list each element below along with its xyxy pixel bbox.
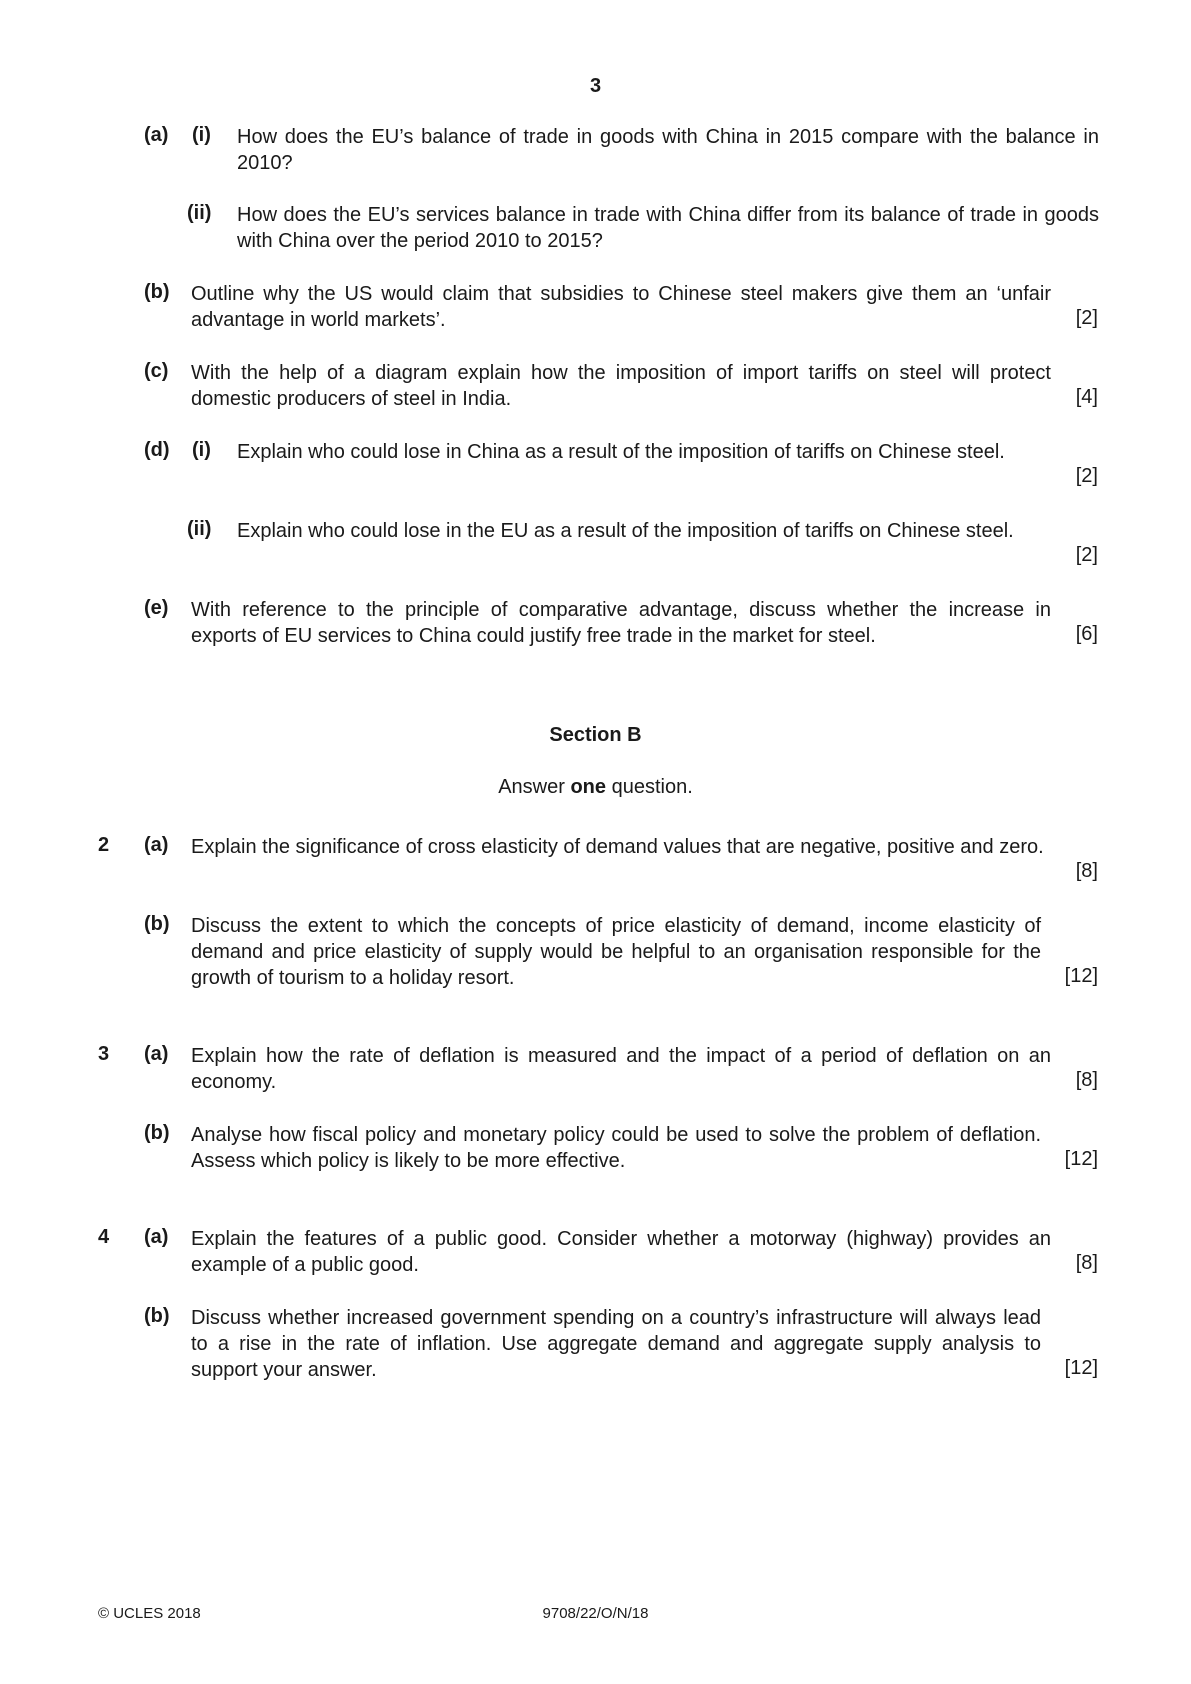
q3b-text: Analyse how fiscal policy and monetary policy could be used to solve the problem of deflation. Assess which policy is likely to be more effective. [191,1124,1041,1172]
q1a-label: (a) [144,124,169,146]
q1c-text: With the help of a diagram explain how the imposition of import tariffs on steel will protect domestic producers of steel in India. [191,362,1051,410]
q1d-i-label: (i) [192,439,211,461]
section-instruction [0,776,1191,799]
q4a-text: Explain the features of a public good. Consider whether a motorway (highway) provides an example of a public good. [191,1228,1051,1276]
instruction-bold: one [570,776,607,798]
q2b-block [191,913,1087,991]
q1a-ii-text: How does the EU’s services balance in trade with China differ from its balance of trade in goods with China over the period 2010 to 2015? [237,204,1099,252]
q2a-block [191,834,1087,860]
q2b-marks: [12] [1064,965,1098,987]
q3b-label: (b) [144,1122,170,1144]
q1e-text: With reference to the principle of comparative advantage, discuss whether the increase in exports of EU services to China could justify free trade in the market for steel. [191,599,1051,647]
q1b-block [191,281,1087,333]
q3a-text: Explain how the rate of deflation is measured and the impact of a period of deflation on an economy. [191,1045,1051,1093]
q2-number: 2 [98,834,110,856]
q4-number: 4 [98,1226,110,1248]
instruction-after: question. [606,776,693,798]
q1c-block [191,360,1087,412]
q2a-text: Explain the significance of cross elasticity of demand values that are negative, positive and zero. [191,836,1044,858]
q1a-ii-label: (ii) [187,202,212,224]
q4a-label: (a) [144,1226,169,1248]
q1e-block [191,597,1087,649]
footer-paper-code: 9708/22/O/N/18 [542,1605,649,1622]
q2a-marks: [8] [1075,860,1098,882]
q3b-marks: [12] [1064,1148,1098,1170]
page-number: 3 [589,75,602,97]
q3b-block [191,1122,1087,1174]
q4b-label: (b) [144,1305,170,1327]
q4a-block [191,1226,1087,1278]
q1c-marks: [4] [1075,386,1098,408]
q1c-label: (c) [144,360,169,382]
q1d-i-text: Explain who could lose in China as a result of the imposition of tariffs on Chinese steel. [237,441,1005,463]
q2b-text: Discuss the extent to which the concepts of price elasticity of demand, income elasticity of demand and price elasticity of supply would be helpful to an organisation responsible for the growth of tourism to a holiday resort. [191,915,1041,989]
q1b-marks: [2] [1075,307,1098,329]
q1a-i-label: (i) [192,124,211,146]
q2b-label: (b) [144,913,170,935]
q1e-marks: [6] [1075,623,1098,645]
q1d-ii-marks: [2] [1075,544,1098,566]
q3a-marks: [8] [1075,1069,1098,1091]
q3a-block [191,1043,1087,1095]
q3-number: 3 [98,1043,110,1065]
q1d-ii-text: Explain who could lose in the EU as a result of the imposition of tariffs on Chinese steel. [237,520,1014,542]
q1e-label: (e) [144,597,169,619]
q4b-text: Discuss whether increased government spending on a country’s infrastructure will always lead to a rise in the rate of inflation. Use aggregate demand and aggregate supply analysis to support your answer. [191,1307,1041,1381]
q1d-ii-label: (ii) [187,518,212,540]
q1a-i-text: How does the EU’s balance of trade in goods with China in 2015 compare with the balance in 2010? [237,126,1099,174]
q4b-marks: [12] [1064,1357,1098,1379]
q3a-label: (a) [144,1043,169,1065]
q1d-i-marks: [2] [1075,465,1098,487]
q2a-label: (a) [144,834,169,856]
q1b-label: (b) [144,281,170,303]
instruction-before: Answer [498,776,571,798]
q1b-text: Outline why the US would claim that subsidies to Chinese steel makers give them an ‘unfair advantage in world markets’. [191,283,1051,331]
q4a-marks: [8] [1075,1252,1098,1274]
q1d-label: (d) [144,439,170,461]
section-title: Section B [549,724,642,746]
footer-copyright: © UCLES 2018 [98,1605,201,1622]
q4b-block [191,1305,1087,1383]
